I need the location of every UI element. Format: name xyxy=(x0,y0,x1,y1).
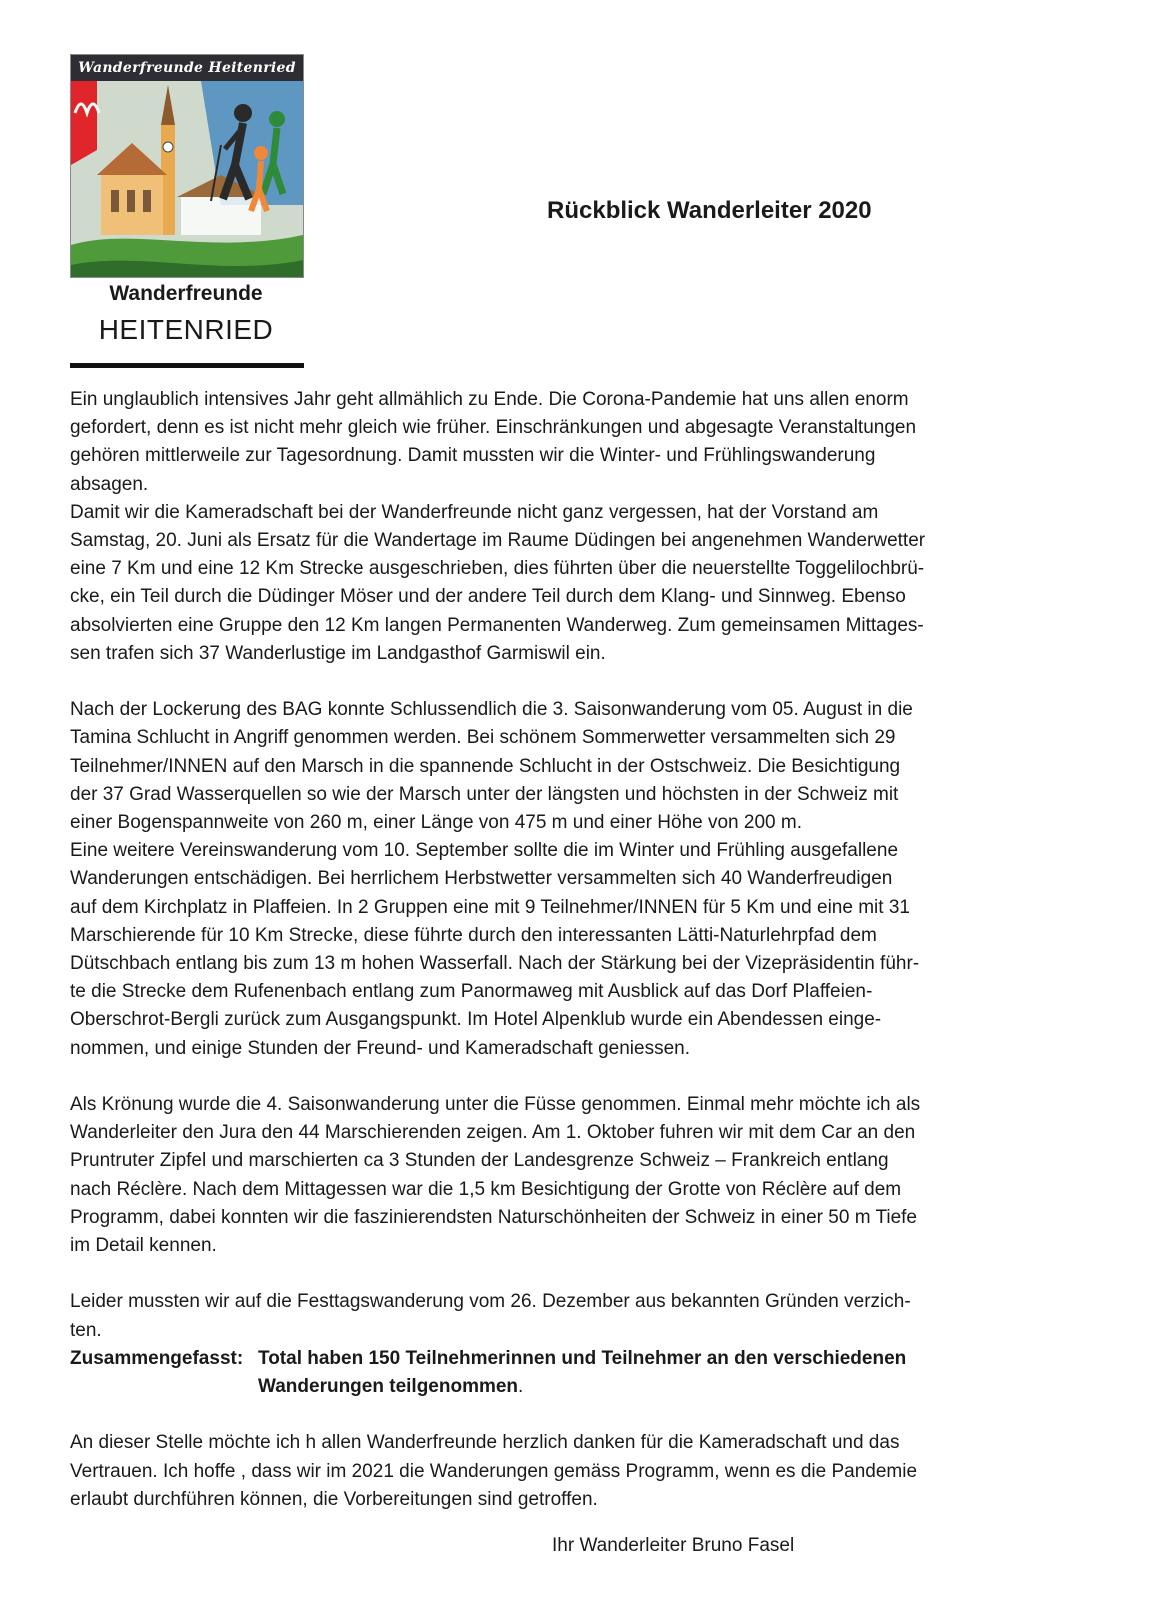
text-line: Wanderungen entschädigen. Bei herrlichem Herbstwetter versammelten sich 40 Wanderfreudigen xyxy=(70,868,893,890)
summary-text-1: Total haben 150 Teilnehmerinnen und Teilnehmer an den verschiedenen xyxy=(258,1347,907,1369)
text-line: Oberschrot-Bergli zurück zum Ausgangspunkt. Im Hotel Alpenklub wurde ein Abendessen einge- xyxy=(70,1009,882,1031)
club-logo xyxy=(70,54,304,278)
summary-line-2 xyxy=(70,1373,1110,1401)
text-line: auf dem Kirchplatz in Plaffeien. In 2 Gruppen eine mit 9 Teilnehmer/INNEN für 5 Km und eine mit 31 xyxy=(70,896,910,918)
text-line: Ein unglaublich intensives Jahr geht allmählich zu Ende. Die Corona-Pandemie hat uns allen enorm xyxy=(70,389,909,410)
header-divider xyxy=(70,363,304,368)
summary-label: Zusammengefasst: xyxy=(70,1347,244,1369)
text-line: gefordert, denn es ist nicht mehr gleich wie früher. Einschränkungen und abgesagte Veranstaltungen xyxy=(70,417,917,439)
text-line: nommen, und einige Stunden der Freund- und Kameradschaft geniessen. xyxy=(70,1037,691,1059)
text-line: im Detail kennen. xyxy=(70,1235,217,1257)
paragraph-3 xyxy=(70,1091,1110,1260)
text-line: te die Strecke dem Rufenenbach entlang zum Panormaweg mit Ausblick auf das Dorf Plaffeien- xyxy=(70,981,873,1003)
text-line: der 37 Grad Wasserquellen so wie der Marsch unter der längsten und höchsten in der Schweiz mit xyxy=(70,783,899,805)
text-line: Als Krönung wurde die 4. Saisonwanderung unter die Füsse genommen. Einmal mehr möchte ich als xyxy=(70,1094,921,1116)
text-line: nach Réclère. Nach dem Mittagessen war die 1,5 km Besichtigung der Grotte von Réclère auf dem xyxy=(70,1178,902,1200)
text-line: Wanderleiter den Jura den 44 Marschierenden zeigen. Am 1. Oktober fuhren wir mit dem Car an den xyxy=(70,1122,916,1144)
paragraph-gap xyxy=(70,668,1110,696)
closing-paragraph xyxy=(70,1429,1110,1514)
text-line: Programm, dabei konnten wir die faszinierendsten Naturschönheiten der Schweiz in einer 50 m Tiefe xyxy=(70,1206,918,1228)
text-line: einer Bogenspannweite von 260 m, einer Länge von 475 m und einer Höhe von 200 m. xyxy=(70,812,802,834)
org-name-line1: Wanderfreunde xyxy=(109,282,263,305)
text-line: cke, ein Teil durch die Düdinger Möser und der andere Teil durch dem Klang- und Sinnweg. Ebenso xyxy=(70,586,906,608)
summary-period: . xyxy=(518,1376,524,1398)
text-line: gehören mittlerweile zur Tagesordnung. Damit mussten wir die Winter- und Frühlingswanderung xyxy=(70,445,876,467)
text-line: Leider mussten wir auf die Festtagswanderung vom 26. Dezember aus bekannten Gründen verzich- xyxy=(70,1291,911,1313)
text-line: Nach der Lockerung des BAG konnte Schlussendlich die 3. Saisonwanderung vom 05. August in die xyxy=(70,699,913,721)
text-line: ten. xyxy=(70,1319,102,1341)
text-line: Marschierende für 10 Km Strecke, diese führte durch den interessanten Lätti-Naturlehrpfad dem xyxy=(70,924,877,946)
text-line: Teilnehmer/INNEN auf den Marsch in die spannende Schlucht in der Ostschweiz. Die Besichtigung xyxy=(70,755,901,777)
summary-text-2: Wanderungen teilgenommen xyxy=(258,1376,519,1398)
paragraph-1 xyxy=(70,386,1110,668)
summary xyxy=(70,1345,1110,1401)
text-line: An dieser Stelle möchte ich h allen Wanderfreunde herzlich danken für die Kameradschaft und das xyxy=(70,1432,900,1454)
text-line: sen trafen sich 37 Wanderlustige im Landgasthof Garmiswil ein. xyxy=(70,642,606,664)
document-body xyxy=(70,386,1110,1514)
logo-illustration xyxy=(71,55,303,277)
signature: Ihr Wanderleiter Bruno Fasel xyxy=(552,1535,795,1556)
text-line: Damit wir die Kameradschaft bei der Wanderfreunde nicht ganz vergessen, hat der Vorstand am xyxy=(70,501,879,523)
text-line: Tamina Schlucht in Angriff genommen werden. Bei schönem Sommerwetter versammelten sich 29 xyxy=(70,727,896,749)
text-line: erlaubt durchführen können, die Vorbereitungen sind getroffen. xyxy=(70,1488,598,1510)
paragraph-gap xyxy=(70,1260,1110,1288)
summary-line-1 xyxy=(70,1345,1110,1373)
text-line: Samstag, 20. Juni als Ersatz für die Wandertage im Raume Düdingen bei angenehmen Wanderwetter xyxy=(70,530,926,552)
text-line: absagen. xyxy=(70,473,149,495)
paragraph-gap xyxy=(70,1063,1110,1091)
paragraph-2 xyxy=(70,696,1110,1063)
logo-banner-text: Wanderfreunde Heitenried xyxy=(78,60,296,76)
text-line: Dütschbach entlang bis zum 13 m hohen Wasserfall. Nach der Stärkung bei der Vizepräsidentin führ- xyxy=(70,953,920,975)
paragraph-4 xyxy=(70,1288,1110,1344)
org-name-line2: HEITENRIED xyxy=(98,314,274,345)
text-line: Pruntruter Zipfel und marschierten ca 3 Stunden der Landesgrenze Schweiz – Frankreich entlang xyxy=(70,1150,889,1172)
text-line: Vertrauen. Ich hoffe , dass wir im 2021 die Wanderungen gemäss Programm, wenn es die Pandemie xyxy=(70,1460,918,1482)
text-line: absolvierten eine Gruppe den 12 Km langen Permanenten Wanderweg. Zum gemeinsamen Mittages- xyxy=(70,614,924,636)
document-title: Rückblick Wanderleiter 2020 xyxy=(547,197,872,224)
text-line: Eine weitere Vereinswanderung vom 10. September sollte die im Winter und Frühling ausgefallene xyxy=(70,840,899,862)
text-line: eine 7 Km und eine 12 Km Strecke ausgeschrieben, dies führten über die neuerstellte Toggelilochbrü- xyxy=(70,558,925,580)
paragraph-gap xyxy=(70,1401,1110,1429)
